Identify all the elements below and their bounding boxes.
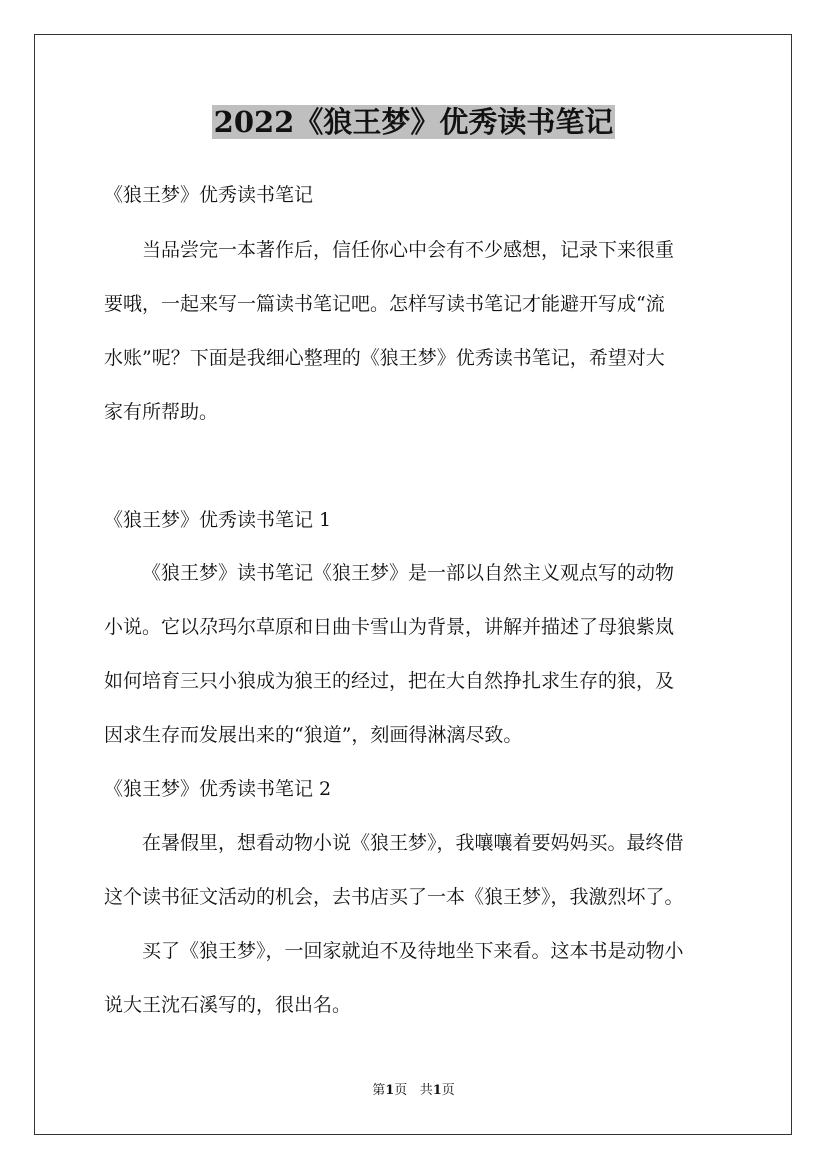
footer-text: 共 (419, 1083, 433, 1098)
section-heading: 《狼王梦》优秀读书笔记 (104, 184, 314, 206)
paragraph-line: 《狼王梦》读书笔记《狼王梦》是一部以自然主义观点写的动物 (142, 562, 675, 584)
paragraph-line: 要哦，一起来写一篇读书笔记吧。怎样写读书笔记才能避开写成“流 (104, 293, 665, 315)
paragraph-line: 如何培育三只小狼成为狼王的经过，把在大自然挣扎求生存的狼，及 (104, 670, 675, 692)
document-title (0, 100, 827, 144)
footer-text: 页 (394, 1083, 408, 1098)
footer-text: 第 (372, 1083, 386, 1098)
paragraph-line: 当品尝完一本著作后，信任你心中会有不少感想，记录下来很重 (142, 239, 675, 261)
page-total: 1 (432, 1083, 442, 1098)
paragraph-line: 因求生存而发展出来的“狼道”，刻画得淋漓尽致。 (104, 724, 523, 746)
section-heading: 《狼王梦》优秀读书笔记 2 (104, 778, 332, 800)
section-heading: 《狼王梦》优秀读书笔记 1 (104, 509, 332, 531)
page-number: 1 (385, 1083, 395, 1098)
footer-text: 页 (441, 1083, 455, 1098)
paragraph-line: 这个读书征文活动的机会，去书店买了一本《狼王梦》，我激烈坏了。 (104, 886, 684, 908)
paragraph-line: 在暑假里，想看动物小说《狼王梦》，我嚷嚷着要妈妈买。最终借 (142, 832, 684, 854)
document-title-text: 2022《狼王梦》优秀读书笔记 (213, 105, 614, 139)
paragraph-line: 家有所帮助。 (104, 401, 219, 423)
paragraph-line: 小说。它以尕玛尔草原和日曲卡雪山为背景，讲解并描述了母狼紫岚 (104, 616, 675, 638)
paragraph-line: 说大王沈石溪写的，很出名。 (104, 994, 352, 1016)
paragraph-line: 买了《狼王梦》，一回家就迫不及待地坐下来看。这本书是动物小 (142, 940, 684, 962)
paragraph-line: 水账”呢？下面是我细心整理的《狼王梦》优秀读书笔记，希望对大 (104, 347, 665, 369)
page-footer (0, 1082, 827, 1100)
